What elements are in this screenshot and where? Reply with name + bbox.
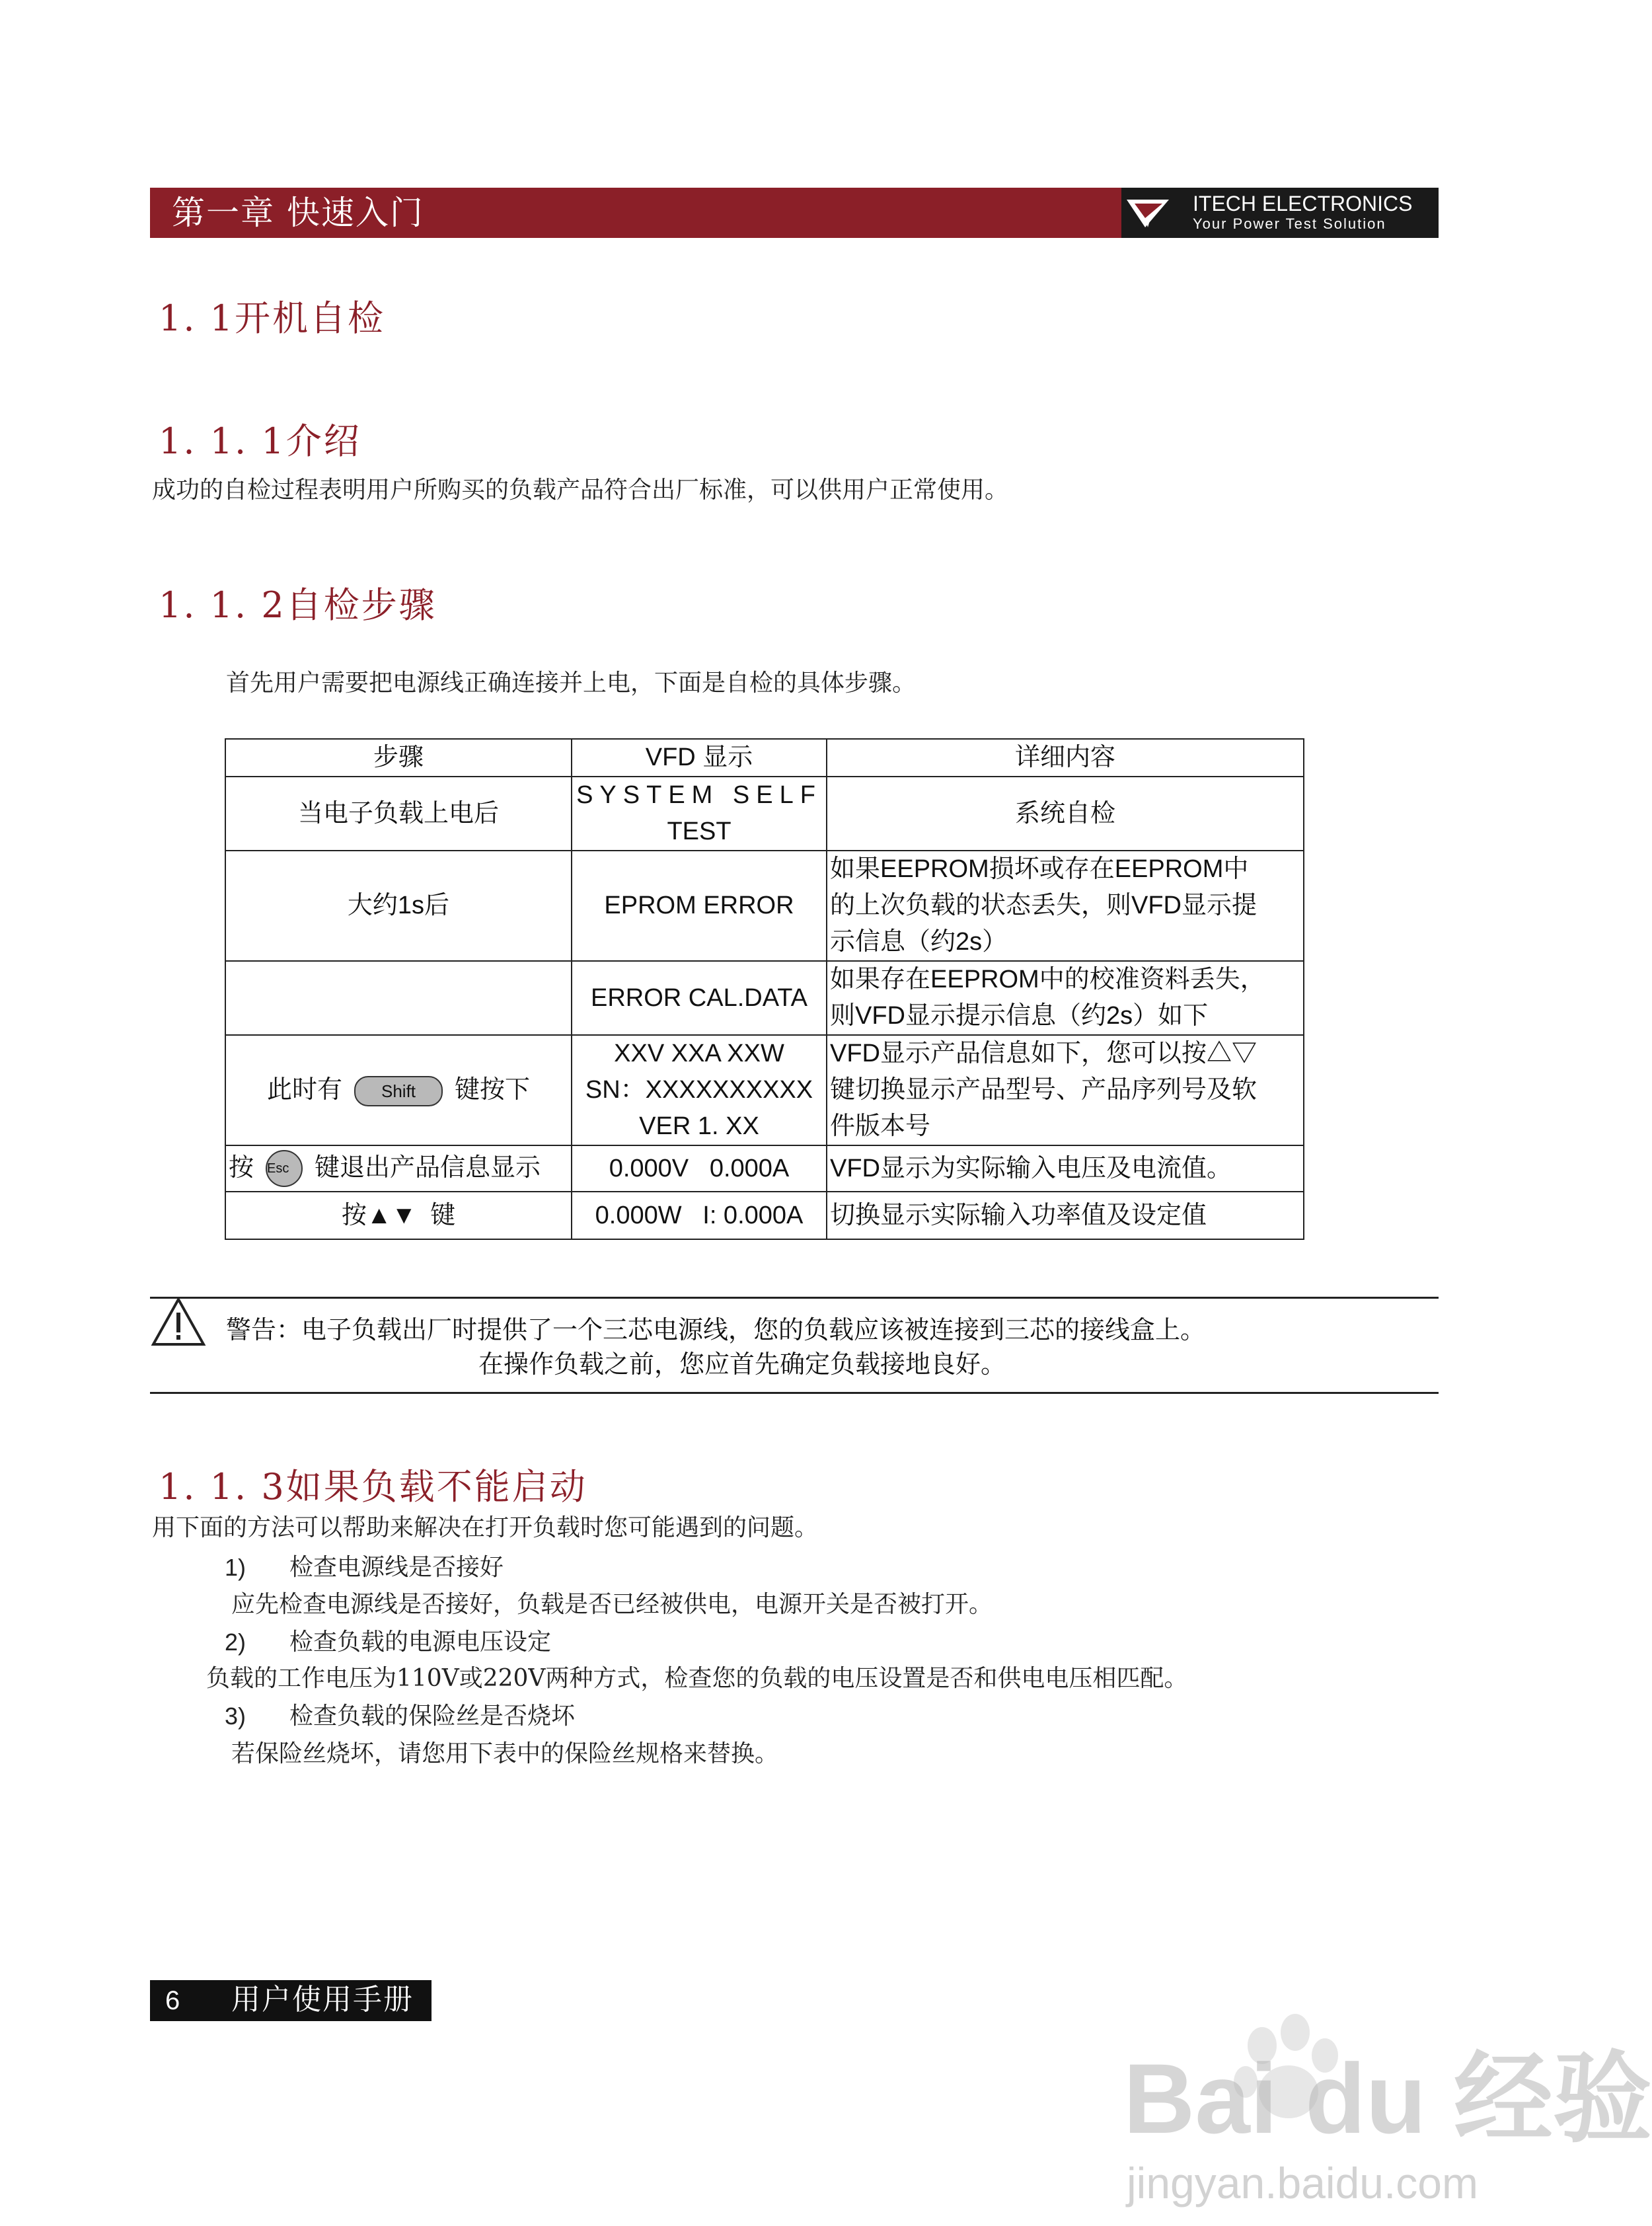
watermark-url: jingyan.baidu.com xyxy=(1127,2159,1478,2207)
intro-paragraph: 成功的自检过程表明用户所购买的负载产品符合出厂标准，可以供用户正常使用。 xyxy=(152,477,1009,504)
step-number: 3) xyxy=(225,1703,246,1730)
esc-key-icon: Esc xyxy=(266,1150,303,1187)
vfd-line: SYSTEM SELF xyxy=(576,781,822,809)
heading-1-1: 1. 1开机自检 xyxy=(159,297,386,339)
itech-logo-icon xyxy=(1125,194,1172,231)
step-number: 2) xyxy=(225,1629,246,1656)
step-text: 负载的工作电压为110V或220V两种方式，检查您的负载的电压设置是否和供电电压相匹配。 xyxy=(206,1665,1188,1692)
row-vfd: 0.000W I: 0.000A xyxy=(572,1192,827,1239)
table-header-row xyxy=(225,739,1304,777)
vfd-line: TEST xyxy=(667,818,732,845)
header-step: 步骤 xyxy=(225,739,572,777)
row-detail xyxy=(827,961,1304,1035)
row-detail xyxy=(827,851,1304,961)
row-vfd: ERROR CAL.DATA xyxy=(572,961,827,1035)
warning-line-1: 警告：电子负载出厂时提供了一个三芯电源线，您的负载应该被连接到三芯的接线盒上。 xyxy=(226,1317,1206,1344)
row-step xyxy=(225,1145,572,1192)
chapter-title: 第一章 快速入门 xyxy=(172,194,424,232)
row-vfd: EPROM ERROR xyxy=(572,851,827,961)
self-test-table xyxy=(225,738,1304,1240)
brand-name: ITECH ELECTRONICS xyxy=(1193,192,1413,215)
heading-1-1-3: 1. 1. 3如果负载不能启动 xyxy=(159,1466,587,1508)
warning-line-2: 在操作负载之前，您应首先确定负载接地良好。 xyxy=(478,1351,1006,1379)
row-step xyxy=(225,961,572,1035)
step-title: 检查电源线是否接好 xyxy=(289,1554,504,1581)
detail-line: 件版本号 xyxy=(830,1112,931,1140)
row-step xyxy=(225,1035,572,1145)
step-title: 检查负载的保险丝是否烧坏 xyxy=(289,1703,576,1730)
vfd-line: VER 1. XX xyxy=(639,1112,759,1140)
watermark-logo: Bai du 经验 xyxy=(1123,2043,1652,2154)
warning-bottom-rule xyxy=(150,1392,1439,1394)
step-number: 1) xyxy=(225,1554,246,1581)
detail-line: 如果EEPROM损坏或存在EEPROM中 xyxy=(830,855,1249,883)
table-row xyxy=(225,1192,1304,1239)
manual-title: 用户使用手册 xyxy=(231,1983,414,2016)
step-text: 应先检查电源线是否接好，负载是否已经被供电，电源开关是否被打开。 xyxy=(231,1591,993,1618)
step-text: 键按下 xyxy=(455,1076,531,1104)
table-row xyxy=(225,851,1304,961)
row-detail: 系统自检 xyxy=(827,777,1304,851)
row-detail: 切换显示实际输入功率值及设定值 xyxy=(827,1192,1304,1239)
detail-line: 键切换显示产品型号、产品序列号及软 xyxy=(830,1076,1258,1104)
row-detail: VFD显示为实际输入电压及电流值。 xyxy=(827,1145,1304,1192)
row-vfd xyxy=(572,777,827,851)
step-text: 若保险丝烧坏，请您用下表中的保险丝规格来替换。 xyxy=(231,1740,779,1767)
detail-line: 则VFD显示提示信息（约2s）如下 xyxy=(830,1002,1209,1030)
vfd-line: XXV XXA XXW xyxy=(614,1040,784,1067)
detail-line: 如果存在EEPROM中的校准资料丢失， xyxy=(830,966,1265,993)
header-detail: 详细内容 xyxy=(827,739,1304,777)
header-vfd: VFD 显示 xyxy=(572,739,827,777)
row-step: 当电子负载上电后 xyxy=(225,777,572,851)
vfd-line: SN：XXXXXXXXXX xyxy=(585,1076,813,1104)
heading-1-1-2: 1. 1. 2自检步骤 xyxy=(159,584,437,626)
steps-intro-paragraph: 首先用户需要把电源线正确连接并上电，下面是自检的具体步骤。 xyxy=(226,670,917,697)
warning-triangle-icon xyxy=(151,1297,206,1347)
row-step: 大约1s后 xyxy=(225,851,572,961)
table-row xyxy=(225,1145,1304,1192)
detail-line: 的上次负载的状态丢失，则VFD显示提 xyxy=(830,892,1258,919)
detail-line: 示信息（约2s） xyxy=(830,928,1008,956)
row-vfd: 0.000V 0.000A xyxy=(572,1145,827,1192)
step-title: 检查负载的电源电压设定 xyxy=(289,1629,552,1656)
troubleshoot-intro: 用下面的方法可以帮助来解决在打开负载时您可能遇到的问题。 xyxy=(152,1514,819,1541)
table-row xyxy=(225,1035,1304,1145)
table-row xyxy=(225,961,1304,1035)
row-vfd xyxy=(572,1035,827,1145)
heading-1-1-1: 1. 1. 1介绍 xyxy=(159,420,361,462)
table-row xyxy=(225,777,1304,851)
step-text: 此时有 xyxy=(266,1076,342,1104)
row-step: 按▲▼ 键 xyxy=(225,1192,572,1239)
warning-top-rule xyxy=(150,1297,1439,1299)
step-text: 键退出产品信息显示 xyxy=(315,1153,541,1182)
shift-key-icon: Shift xyxy=(354,1076,443,1106)
page-number: 6 xyxy=(165,1986,180,2015)
row-detail xyxy=(827,1035,1304,1145)
detail-line: VFD显示产品信息如下，您可以按△▽ xyxy=(830,1040,1258,1067)
brand-tagline: Your Power Test Solution xyxy=(1193,215,1386,232)
step-text: 按 xyxy=(229,1153,254,1182)
